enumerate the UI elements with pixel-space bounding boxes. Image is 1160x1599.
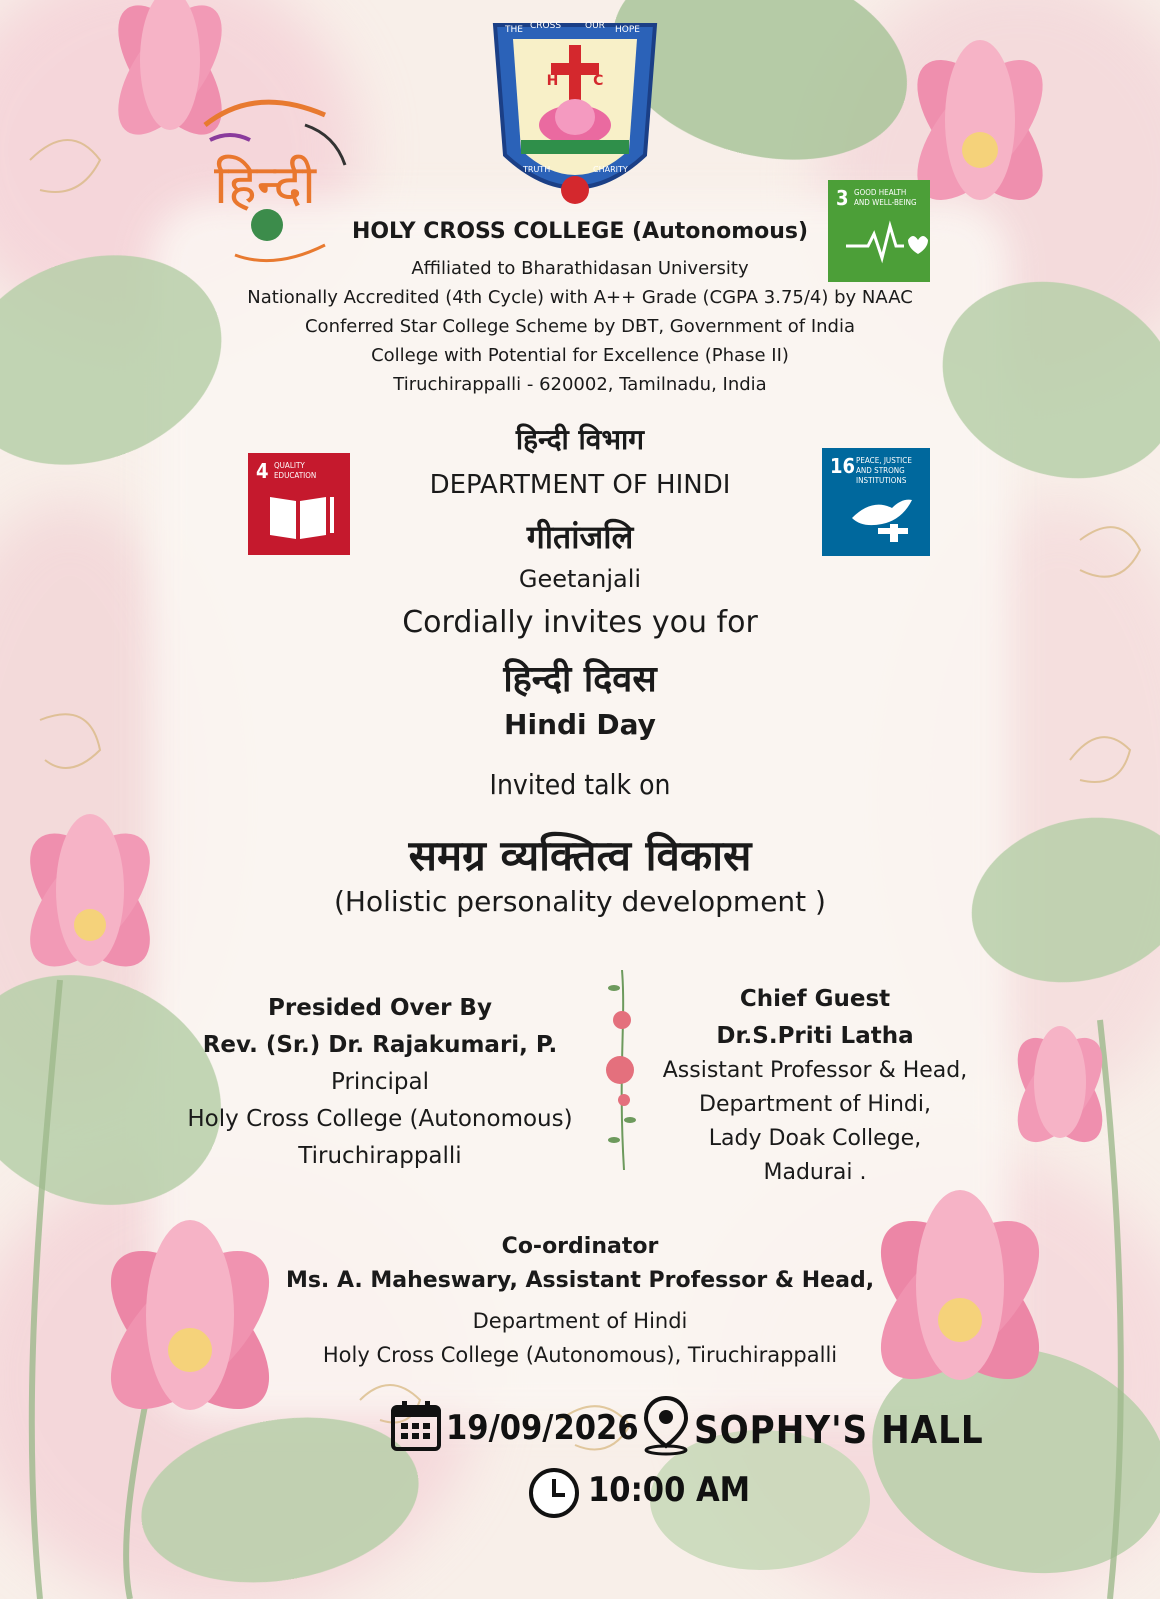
chief-guest-institution: Lady Doak College, bbox=[708, 1126, 922, 1151]
location-pin-icon bbox=[642, 1396, 690, 1456]
chief-guest-department: Department of Hindi, bbox=[699, 1092, 931, 1117]
coordinator-name: Ms. A. Maheswary, Assistant Professor & Head, bbox=[285, 1268, 875, 1293]
college-name: HOLY CROSS COLLEGE (Autonomous) bbox=[351, 219, 809, 244]
club-english-name: Geetanjali bbox=[518, 565, 642, 593]
presided-role: Principal bbox=[330, 1069, 429, 1095]
college-accreditation: Nationally Accredited (4th Cycle) with A++ Grade (CGPA 3.75/4) by NAAC bbox=[247, 287, 913, 308]
chief-guest-section bbox=[640, 980, 990, 1190]
sdg-goal-4-number: 4 bbox=[256, 459, 269, 483]
topic-hindi: समग्र व्यक्तित्व विकास bbox=[408, 831, 752, 880]
chief-guest-name: Dr.S.Priti Latha bbox=[716, 1023, 914, 1049]
coordinator-department: Department of Hindi bbox=[472, 1309, 688, 1333]
coordinator-institution: Holy Cross College (Autonomous), Tiruchirappalli bbox=[322, 1343, 838, 1367]
chief-guest-role: Assistant Professor & Head, bbox=[662, 1058, 968, 1083]
presided-name: Rev. (Sr.) Dr. Rajakumari, P. bbox=[202, 1032, 558, 1058]
sdg-goal-16-label: PEACE, JUSTICE AND STRONG INSTITUTIONS bbox=[856, 456, 912, 485]
event-date: 19/09/2026 bbox=[446, 1408, 639, 1448]
emblem-letters: H C bbox=[546, 73, 604, 89]
event-english-title: Hindi Day bbox=[504, 708, 656, 741]
event-hindi-title: हिन्दी दिवस bbox=[503, 659, 657, 700]
sdg-goal-4-label: QUALITY EDUCATION bbox=[274, 461, 317, 480]
presided-institution: Holy Cross College (Autonomous) bbox=[187, 1106, 573, 1132]
lotus-leaf-icon bbox=[128, 1397, 432, 1599]
sdg-goal-3-label: GOOD HEALTH AND WELL-BEING bbox=[854, 188, 917, 207]
presided-city: Tiruchirappalli bbox=[298, 1143, 462, 1169]
clock-icon bbox=[527, 1466, 581, 1520]
college-address: Tiruchirappalli - 620002, Tamilnadu, India bbox=[393, 374, 767, 395]
coordinator-heading: Co-ordinator bbox=[501, 1234, 659, 1259]
emblem-banner-our: OUR bbox=[585, 21, 605, 31]
club-hindi-name: गीतांजलि bbox=[526, 518, 634, 556]
emblem-banner-hope: HOPE bbox=[615, 25, 640, 35]
event-time: 10:00 AM bbox=[588, 1470, 751, 1510]
emblem-banner-the: THE bbox=[505, 25, 523, 35]
emblem-motto-charity: CHARITY bbox=[593, 165, 628, 174]
sdg-goal-3-number: 3 bbox=[836, 186, 849, 210]
emblem-banner-cross: CROSS bbox=[530, 21, 562, 31]
event-venue: SOPHY'S HALL bbox=[694, 1408, 984, 1452]
department-hindi-name: हिन्दी विभाग bbox=[515, 423, 645, 456]
topic-english: (Holistic personality development ) bbox=[334, 885, 826, 918]
sdg-goal-16-number: 16 bbox=[830, 454, 856, 478]
college-affiliation: Affiliated to Bharathidasan University bbox=[411, 258, 749, 279]
college-star-scheme: Conferred Star College Scheme by DBT, Government of India bbox=[304, 316, 856, 337]
college-cpe: College with Potential for Excellence (Phase II) bbox=[371, 345, 789, 366]
chief-guest-heading: Chief Guest bbox=[739, 986, 891, 1012]
hindi-logo-text: हिन्दी bbox=[213, 153, 316, 216]
college-emblem bbox=[485, 5, 665, 217]
talk-intro: Invited talk on bbox=[489, 768, 671, 801]
emblem-motto-truth: TRUTH bbox=[523, 165, 551, 174]
floral-vine-divider bbox=[602, 970, 642, 1170]
calendar-icon bbox=[390, 1400, 442, 1452]
college-crest-icon bbox=[485, 5, 665, 217]
chief-guest-city: Madurai . bbox=[763, 1160, 867, 1185]
presided-heading: Presided Over By bbox=[268, 995, 492, 1021]
invite-line: Cordially invites you for bbox=[402, 605, 758, 640]
department-english-name: DEPARTMENT OF HINDI bbox=[429, 470, 731, 500]
presided-section bbox=[150, 990, 610, 1175]
